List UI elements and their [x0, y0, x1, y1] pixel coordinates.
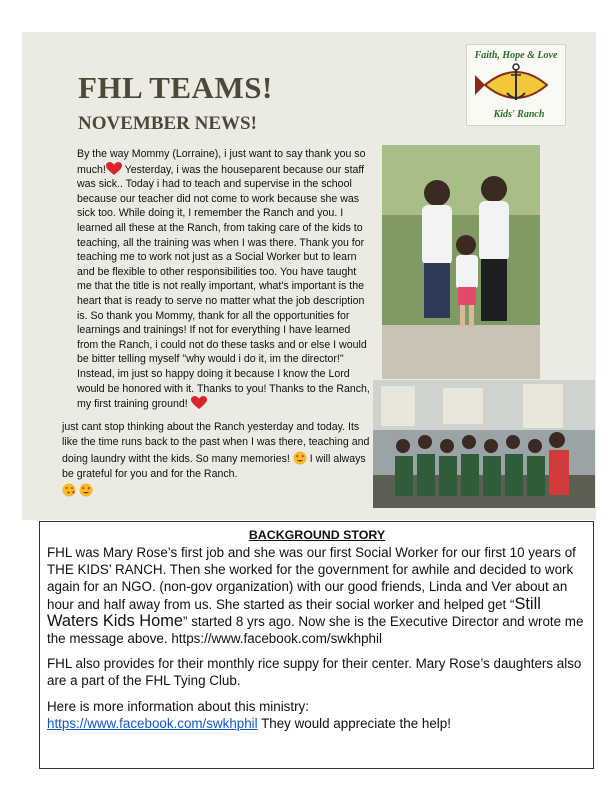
background-paragraph-1	[47, 544, 587, 647]
photo-mother-daughters	[382, 145, 540, 379]
fhl-logo	[466, 44, 566, 126]
background-p3-a: Here is more information about this ministry:	[47, 698, 309, 714]
facebook-link[interactable]: https://www.facebook.com/swkhphil	[47, 715, 258, 731]
background-p1-b: ” started 8 yrs ago. Now she is the Executive Director and wrote me the message above. https://www.facebook.com/swkhphil	[47, 613, 584, 647]
logo-bottom-text: Kids' Ranch	[493, 109, 545, 120]
logo-top-text: Faith, Hope & Love	[474, 50, 558, 61]
letter-part1: By the way Mommy (Lorraine), i just want to say thank you so much!	[77, 148, 366, 176]
letter-part4: I will always be grateful for you and for the Ranch.	[62, 452, 366, 481]
page-subtitle: NOVEMBER NEWS!	[78, 113, 257, 134]
letter-text-continued	[62, 420, 374, 499]
heart-emoji-icon	[191, 396, 207, 410]
background-p3-b: They would appreciate the help!	[257, 715, 451, 731]
wink-kiss-emoji-icon	[62, 483, 76, 497]
fish-anchor-icon	[467, 45, 565, 125]
heart-eyes-emoji-icon	[293, 451, 307, 465]
heart-eyes-emoji-icon	[79, 483, 93, 497]
background-heading: BACKGROUND STORY	[248, 528, 386, 542]
heart-emoji-icon	[106, 162, 122, 176]
background-paragraph-3	[47, 698, 587, 732]
background-paragraph-2: FHL also provides for their monthly rice suppy for their center. Mary Rose’s daughters also are a part of the FHL Tying Club.	[47, 656, 582, 689]
background-p1-a: FHL was Mary Rose’s first job and she was our first Social Worker for our first 10 years of THE KIDS’ RANCH. Then she worked for the government for awhile and decided to work again for an NGO. (non-gov organization) with our good friends, Linda and Ver about an hour and half away from us. She started as their social worker and helped get “	[47, 545, 576, 612]
letter-part2: Yesterday, i was the houseparent because our staff was sick.. Today i had to teach and supervise in the school because our teacher did not come to work because she was sick too. While doing it, I remember the Ranch and you. I learned all these at the Ranch, from taking care of the kids to teaching, all the training was when I was there. Thank you for teaching me to work not just as a Social Worker but to learn and be flexible to other responsibilities too. You have taught me that the title is not really important, what's important is the heart that is ready to serve no matter what the job description is. So thank you Mommy, thank for all the opportunities for learnings and trainings! If not for everything I have learned from the Ranch, i could not do these tasks and or else I would be bitter telling myself "why would i do it, im the director!" Instead, im just so happy doing it because I know the Lord would be honored with it. Thanks to you! Thanks to the Ranch, my first training ground!	[77, 163, 370, 411]
photo-kids-group	[373, 380, 595, 508]
still-waters-name: Still Waters Kids Home	[47, 594, 541, 630]
background-story-box	[39, 521, 594, 769]
letter-part3: just cant stop thinking about the Ranch yesterday and today. Its like the time runs back to the past when I was there, teaching and doing laundry witht the kids. So many memories!	[62, 421, 370, 465]
page-title: FHL TEAMS!	[78, 70, 273, 105]
letter-text	[77, 147, 373, 412]
